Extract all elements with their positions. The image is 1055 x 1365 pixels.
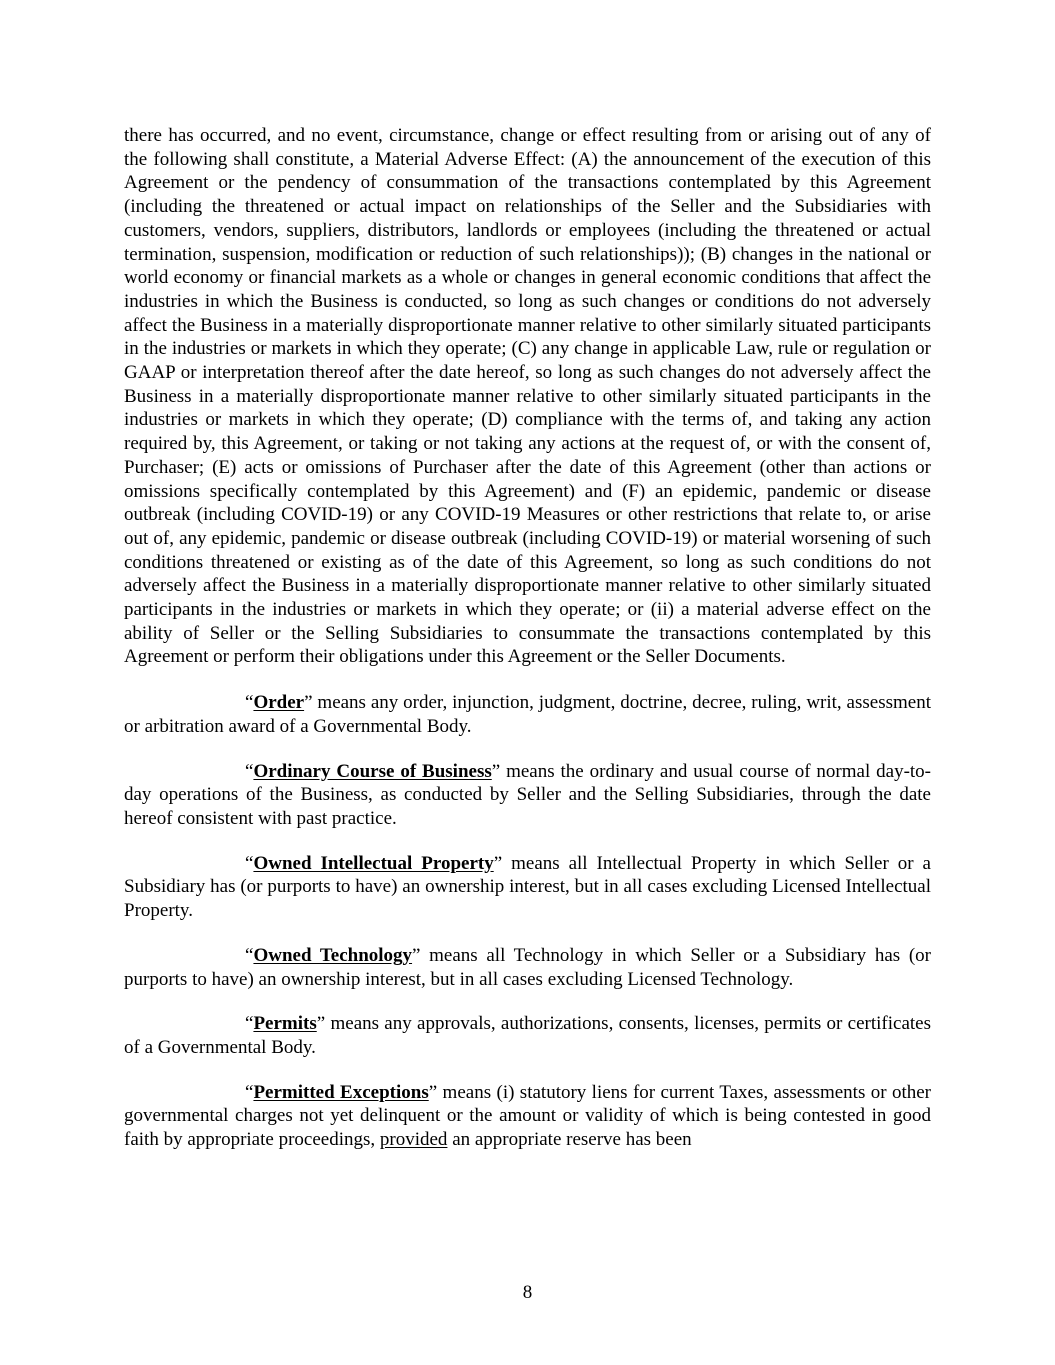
close-quote: ”: [491, 760, 501, 782]
definition-text: means the ordinary and usual course of normal day-to-day operations of the Business, as conducted by Seller and the Selling Subsidiaries, through the date hereof consistent with past practice.: [124, 760, 931, 829]
underlined-proviso: provided: [379, 1129, 448, 1151]
definition-text: means all Technology in which Seller or a Subsidiary has (or purports to have) an ownership interest, but in all cases excluding Licensed Technology.: [124, 944, 931, 990]
open-quote: “: [245, 1013, 254, 1035]
close-quote: ”: [316, 1013, 326, 1035]
definition-owned-intellectual-property: [124, 852, 931, 923]
definition-order: [124, 691, 931, 738]
definition-text-continued: an appropriate reserve has been: [447, 1129, 692, 1151]
open-quote: “: [245, 692, 254, 714]
open-quote: “: [245, 852, 254, 874]
open-quote: “: [245, 944, 254, 966]
close-quote: ”: [428, 1081, 438, 1103]
definition-text: means any approvals, authorizations, consents, licenses, permits or certificates of a Governmental Body.: [124, 1013, 931, 1058]
close-quote: ”: [304, 692, 313, 714]
document-page: [124, 124, 931, 1152]
defined-term: Ordinary Course of Business: [253, 760, 492, 782]
defined-term: Owned Intellectual Property: [253, 852, 494, 874]
definition-ordinary-course-of-business: [124, 760, 931, 831]
definition-text: means any order, injunction, judgment, doctrine, decree, ruling, writ, assessment or arbitration award of a Governmental Body.: [124, 692, 931, 737]
definition-permits: [124, 1012, 931, 1059]
defined-term: Order: [253, 692, 305, 714]
open-quote: “: [245, 760, 254, 782]
definition-owned-technology: [124, 944, 931, 991]
close-quote: ”: [493, 852, 503, 874]
close-quote: ”: [412, 944, 421, 966]
definition-text: means all Intellectual Property in which Seller or a Subsidiary has (or purports to have) an ownership interest, but in all cases excluding Licensed Intellectual Property.: [124, 852, 931, 922]
defined-term: Permitted Exceptions: [253, 1081, 429, 1103]
definition-permitted-exceptions: [124, 1081, 931, 1152]
page-number: 8: [522, 1282, 533, 1303]
definition-text: means (i) statutory liens for current Taxes, assessments or other governmental charges not yet delinquent or the amount or validity of which is being contested in good faith by appropriate proceedings,: [124, 1081, 931, 1151]
defined-term: Permits: [253, 1013, 317, 1035]
defined-term: Owned Technology: [253, 944, 413, 966]
open-quote: “: [245, 1081, 254, 1103]
mae-continuation-paragraph: there has occurred, and no event, circumstance, change or effect resulting from or arising out of any of the following shall constitute, a Material Adverse Effect: (A) the announcement of the execution of this Agreement or the pendency of consummation of the transactions contemplated by this Agreement (including the threatened or actual impact on relationships of the Seller and the Subsidiaries with customers, vendors, suppliers, distributors, landlords or employees (including the threatened or actual termination, suspension, modification or reduction of such relationships)); (B) changes in the national or world economy or financial markets as a whole or changes in general economic conditions that affect the industries in which the Business is conducted, so long as such changes or conditions do not adversely affect the Business in a materially disproportionate manner relative to other similarly situated participants in the industries or markets in which they operate; (C) any change in applicable Law, rule or regulation or GAAP or interpretation thereof after the date hereof, so long as such changes do not adversely affect the Business in a materially disproportionate manner relative to other similarly situated participants in the industries or markets in which they operate; (D) compliance with the terms of, and taking any action required by, this Agreement, or taking or not taking any actions at the request of, or with the consent of, Purchaser; (E) acts or omissions of Purchaser after the date of this Agreement (other than actions or omissions specifically contemplated by this Agreement) and (F) an epidemic, pandemic or disease outbreak (including COVID-19) or any COVID-19 Measures or other restrictions that relate to, or arise out of, any epidemic, pandemic or disease outbreak (including COVID-19) or material worsening of such conditions threatened or existing as of the date of this Agreement, so long as such conditions do not adversely affect the Business in a materially disproportionate manner relative to other similarly situated participants in the industries or markets in which they operate; or (ii) a material adverse effect on the ability of Seller or the Selling Subsidiaries to consummate the transactions contemplated by this Agreement or perform their obligations under this Agreement or the Seller Documents.: [124, 125, 931, 668]
